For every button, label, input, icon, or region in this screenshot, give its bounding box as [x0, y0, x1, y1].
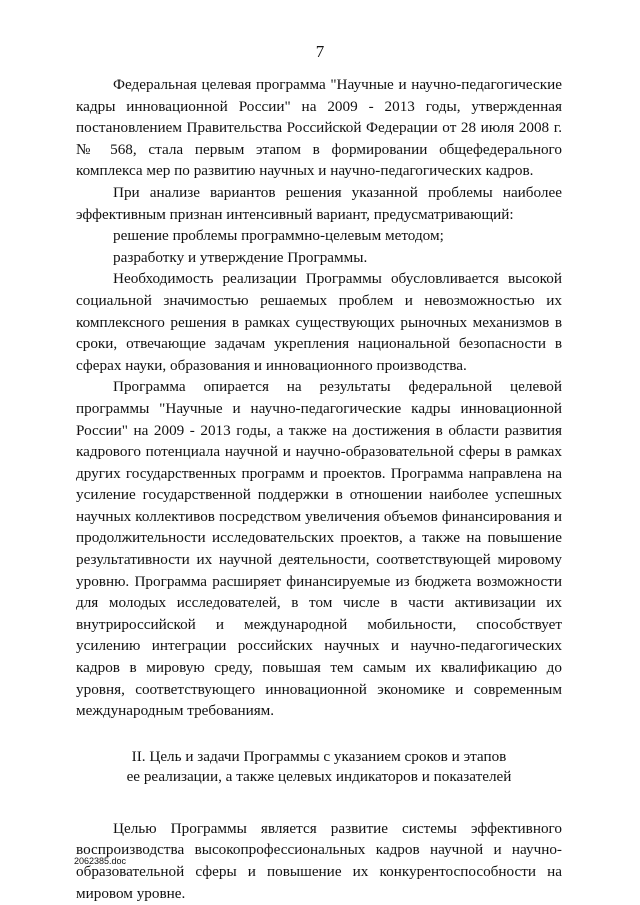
section-heading-line: II. Цель и задачи Программы с указанием сроков и этапов [131, 747, 507, 765]
page-number: 7 [315, 42, 325, 61]
section-heading [76, 747, 562, 787]
paragraph-program-basis: Программа опирается на результаты федеральной целевой программы "Научные и научно-педагогические кадры инновационной России" на 2009 - 2013 годы, а также на достижения в области развития кадрового потенциала научной и научно-образовательной сферы в рамках других государственных программ и проектов. Программа направлена на усиление государственной поддержки в отношении наиболее успешных научных коллективов посредством увеличения объемов финансирования и продолжительности исследовательских проектов, а также на повышение результативности их научной деятельности, соответствующей мировому уровню. Программа расширяет финансируемые из бюджета возможности для молодых исследователей, в том числе в части активизации их внутрироссийской и международной мобильности, способствует усилению интеграции российских научных и научно-педагогических кадров в мировую среду, повышая тем самым их квалификацию до уровня, соответствующего инновационной экономике и современным международным требованиям. [76, 378, 562, 720]
paragraph-variant-analysis: При анализе вариантов решения указанной проблемы наиболее эффективным признан интенсивный вариант, предусматривающий: [76, 183, 562, 223]
list-item-program-target-method: решение проблемы программно-целевым методом; [113, 227, 444, 245]
paragraph-necessity: Необходимость реализации Программы обусловливается высокой социальной значимостью решаемых проблем и невозможностью их комплексного решения в рамках существующих рыночных механизмов в сроки, отвечающие задачам укрепления национальной безопасности в сферах науки, образования и инновационного производства. [76, 270, 562, 374]
paragraph-program-history: Федеральная целевая программа "Научные и научно-педагогические кадры инновационной России" на 2009 - 2013 годы, утвержденная постановлением Правительства Российской Федерации от 28 июля 2008 г. № 568, стала первым этапом в формировании общефедерального комплекса мер по развитию научных и научно-педагогических кадров. [76, 76, 562, 180]
document-body [76, 74, 562, 904]
document-filename: 2062385.doc [74, 856, 127, 866]
list-item-program-approval: разработку и утверждение Программы. [113, 248, 368, 266]
section-heading-line: ее реализации, а также целевых индикаторов и показателей [126, 767, 512, 785]
paragraph-program-goal: Целью Программы является развитие системы эффективного воспроизводства высокопрофессиональных кадров научной и научно-образовательной сферы и повышение их конкурентоспособности на мировом уровне. [76, 819, 562, 902]
